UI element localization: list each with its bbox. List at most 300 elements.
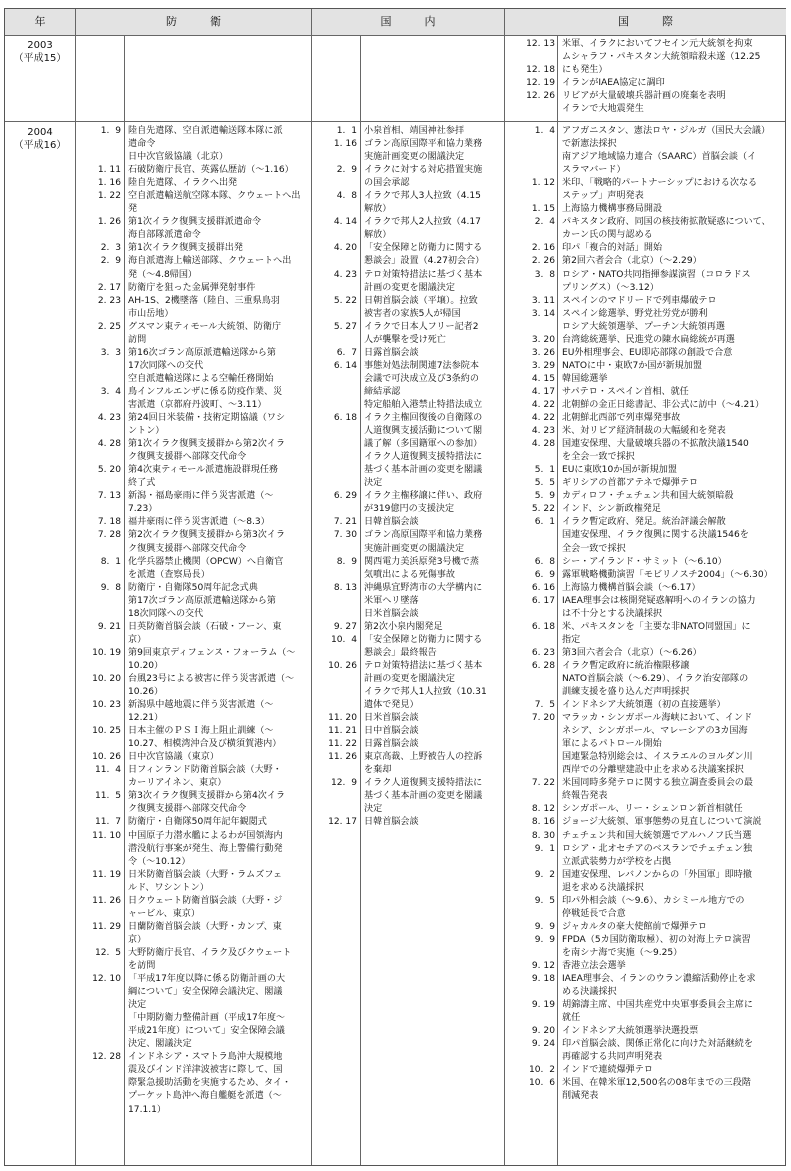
event-date: 11. 7 — [94, 817, 121, 828]
event-date: 11. 22 — [328, 739, 357, 750]
event-date: 9. 19 — [531, 1000, 555, 1011]
event-date — [313, 595, 357, 608]
event-text-line: グスマン東ティモール大統領、防衛庁 — [128, 321, 282, 332]
event-date — [313, 255, 357, 268]
event-date — [313, 699, 357, 712]
event-date: 2. 9 — [336, 165, 357, 176]
row-divider — [5, 35, 785, 36]
event-date — [313, 477, 357, 490]
event-date: 1. 16 — [333, 139, 357, 150]
event-text-line: 就任 — [562, 1013, 581, 1024]
event-text-line: EU外相理事会、EU即応部隊の創設で合意 — [562, 347, 733, 358]
event-text-line: 印パ外相会談（～9.6）、カシミール地方での — [562, 895, 745, 906]
event-text-line: 米、パキスタンを「主要な非NATO同盟国」に — [562, 621, 751, 632]
event-date — [313, 399, 357, 412]
event-text-line: NATOに中・東欧7か国が新規加盟 — [562, 360, 702, 371]
event-text-line: 実施計画変更の閣議決定 — [364, 152, 465, 163]
event-date — [507, 764, 555, 777]
event-date — [77, 334, 121, 347]
event-text-line: カーリアイネン、東京） — [128, 778, 227, 789]
event-text-line: 際緊急援助活動を実施するため、タイ・ — [128, 1078, 292, 1089]
event-text-line: 北朝鮮北西部で列車爆発事故 — [562, 413, 681, 424]
event-date: 6. 29 — [333, 491, 357, 502]
event-date: 11. 5 — [94, 791, 121, 802]
event-text-line: ロシア大統領選挙、プーチン大統領再選 — [562, 321, 725, 332]
event-date — [77, 569, 121, 582]
event-date — [313, 438, 357, 451]
event-date: 4. 23 — [97, 413, 121, 424]
header-domestic: 国 内 — [312, 9, 504, 35]
event-text-line: ルド、ワシントン） — [128, 882, 209, 893]
event-text-line: 新潟・福島豪雨に伴う災害派遣（～ — [128, 491, 274, 502]
event-text-line: 訪問 — [128, 334, 147, 345]
domestic-events-2004 — [364, 125, 503, 830]
event-text-line: 香港立法会選挙 — [562, 961, 626, 971]
event-date — [313, 282, 357, 295]
event-date — [507, 1012, 555, 1025]
event-date — [507, 529, 555, 542]
event-text-line: める決議採択 — [562, 987, 617, 998]
event-text-line: は不十分とする決議採択 — [562, 608, 663, 619]
event-text-line: テロ対策特措法に基づく基本 — [364, 269, 483, 280]
event-date — [507, 882, 555, 895]
event-date: 9. 27 — [333, 621, 357, 632]
event-text-line: AH-1S、2機墜落（陸自、三重県鳥羽 — [128, 295, 280, 306]
event-date: 10. 25 — [92, 726, 121, 737]
row-divider — [5, 121, 785, 122]
event-text-line: 大野防衛庁長官、イラク及びクウェート — [128, 947, 292, 958]
event-text-line: イラク人道復興支援特措法に — [364, 452, 483, 463]
event-text-line: 市山岳地） — [128, 308, 174, 319]
event-date — [77, 1038, 121, 1051]
event-text-line: 第3次イラク復興支援群から第4次イラ — [128, 791, 286, 802]
event-text-line: 解放） — [364, 204, 392, 215]
event-date: 7. 13 — [97, 491, 121, 502]
event-date — [507, 673, 555, 686]
event-date: 9. 9 — [534, 934, 555, 945]
event-date — [77, 738, 121, 751]
event-text-line: インドで連続爆弾テロ — [562, 1065, 653, 1076]
event-text-line: 海自派遣海上輸送部隊、クウェートへ出 — [128, 256, 292, 267]
event-text-line: 全会一致で採択 — [562, 543, 626, 554]
event-date — [77, 503, 121, 516]
event-date — [507, 947, 555, 960]
event-date: 4. 20 — [333, 243, 357, 254]
event-text-line: イラク人道復興支援特措法に — [364, 778, 483, 789]
event-date: 7. 5 — [534, 700, 555, 711]
event-date — [313, 790, 357, 803]
event-date: 5. 22 — [333, 295, 357, 306]
event-text-line: を派遣（査察局長） — [128, 569, 210, 580]
event-text-line: スペイン総選挙、野党社労党が勝利 — [562, 308, 708, 319]
event-date — [77, 308, 121, 321]
event-date — [77, 373, 121, 386]
event-date: 3. 3 — [100, 347, 121, 358]
event-date: 7. 20 — [531, 713, 555, 724]
event-text-line: 特定船舶入港禁止特措法成立 — [364, 399, 483, 410]
event-date — [77, 856, 121, 869]
event-date — [507, 229, 555, 242]
event-text-line: 空自派遣輸送航空隊本隊、クウェートへ出 — [128, 191, 301, 202]
event-text-line: 中国原子力潜水艦によるわが国領海内 — [128, 830, 283, 841]
event-date — [507, 543, 555, 556]
event-date — [507, 908, 555, 921]
event-date — [313, 686, 357, 699]
event-text-line: 第3回六者会合（北京）（～6.26） — [562, 647, 702, 658]
event-date: 4. 23 — [531, 426, 555, 437]
event-date — [507, 1090, 555, 1103]
event-date — [507, 1051, 555, 1064]
event-text-line: 7.23） — [128, 504, 158, 515]
event-text-line: 気噴出による死傷事故 — [364, 569, 455, 580]
event-date: 11. 29 — [92, 921, 121, 932]
event-text-line: 石破防衛庁長官、英露仏歴訪（～1.16） — [128, 165, 294, 176]
event-text-line: ク復興支援群へ部隊交代命令 — [128, 452, 247, 463]
event-date: 8. 13 — [333, 582, 357, 593]
event-date: 4. 14 — [333, 217, 357, 228]
event-date — [313, 425, 357, 438]
event-date: 3. 20 — [531, 334, 555, 345]
event-date: 3. 29 — [531, 360, 555, 371]
event-text-line: 決定 — [364, 804, 383, 815]
event-date — [507, 164, 555, 177]
event-text-line: 米軍、イラクにおいてフセイン元大統領を拘束 — [562, 39, 753, 49]
event-date: 5. 22 — [531, 504, 555, 515]
event-date — [77, 960, 121, 973]
event-text-line: プリングス）（～3.12） — [562, 282, 659, 293]
event-text-line: 実施計画変更の閣議決定 — [364, 543, 465, 554]
event-text-line: インドネシア大統領選挙決選投票 — [562, 1026, 699, 1037]
event-date — [77, 686, 121, 699]
event-date: 7. 18 — [97, 517, 121, 528]
event-date: 5. 5 — [534, 478, 555, 489]
event-date: 9. 2 — [534, 869, 555, 880]
event-text-line: パキスタン政府、同国の核技術拡散疑惑について、 — [562, 217, 771, 228]
event-text-line: インド、シン新政権発足 — [562, 504, 661, 515]
event-date — [77, 660, 121, 673]
event-text-line: 西岸での分離壁建設中止を求める決議案採択 — [562, 765, 744, 776]
event-date: 2. 3 — [100, 243, 121, 254]
event-text-line: 台湾総統選挙、民進党の陳水扁総統が再選 — [562, 334, 735, 345]
event-date: 12. 17 — [328, 817, 357, 828]
event-text-line: 計画の変更を閣議決定 — [364, 673, 455, 684]
event-date — [507, 751, 555, 764]
event-text-line: 米国同時多発テロに関する独立調査委員会の最 — [562, 778, 753, 789]
event-date: 6. 9 — [534, 569, 555, 580]
event-text-line: スペインのマドリードで列車爆破テロ — [562, 295, 717, 306]
event-date: 9. 20 — [531, 1026, 555, 1037]
event-text-line: 南アジア地域協力連合（SAARC）首脳会談（イ — [562, 152, 757, 163]
event-text-line: で新憲法採択 — [562, 139, 617, 150]
event-date: 11. 26 — [92, 895, 121, 906]
event-text-line: イラクで日本人フリー記者2 — [364, 321, 479, 332]
event-text-line: 第2回六者会合（北京）（～2.29） — [562, 256, 702, 267]
intl-dates-2003 — [507, 38, 555, 103]
event-text-line: カーン氏の関与認める — [562, 230, 653, 241]
event-date: 4. 23 — [333, 269, 357, 280]
event-date — [77, 543, 121, 556]
event-text-line: 国連安保理、レバノンからの「外国軍」即時撤 — [562, 869, 752, 880]
event-text-line: 空自派遣輸送隊による空輸任務開始 — [128, 373, 274, 384]
event-text-line: ゴラン高原国際平和協力業務 — [364, 530, 483, 541]
event-text-line: 陸自先遣隊、イラクへ出発 — [128, 178, 238, 189]
event-date: 12. 13 — [526, 39, 555, 49]
event-text-line: FPDA（5カ国防衛取極）、初の対海上テロ演習 — [562, 934, 751, 945]
event-text-line: 福井豪雨に伴う災害派遣（～8.3） — [128, 517, 270, 528]
event-text-line: サパテロ・スペイン首相、就任 — [562, 386, 689, 397]
event-date — [313, 451, 357, 464]
event-date — [507, 634, 555, 647]
event-text-line: インドネシア大統領選（初の直接選挙） — [562, 700, 726, 711]
event-text-line: を棄却 — [364, 765, 392, 776]
event-text-line: 日米首脳会談 — [364, 608, 419, 619]
event-text-line: 沖縄県宜野湾市の大学構内に — [364, 582, 483, 593]
event-date — [313, 151, 357, 164]
event-date: 12. 9 — [330, 778, 357, 789]
event-text-line: を南シナ海で実施（～9.25） — [562, 947, 683, 958]
event-date — [77, 908, 121, 921]
event-text-line: 印パ首脳会談、関係正常化に向けた対話継続を — [562, 1039, 753, 1050]
event-text-line: 議了解（多国籍軍への参加） — [364, 439, 483, 450]
event-text-line: EUに東欧10か国が新規加盟 — [562, 465, 677, 476]
event-text-line: 国連緊急特別総会は、イスラエルのヨルダン川 — [562, 752, 753, 763]
event-date: 3. 26 — [531, 347, 555, 358]
event-text-line: 日中首脳会談 — [364, 726, 419, 737]
event-date: 12. 5 — [94, 947, 121, 958]
event-date: 5. 1 — [534, 465, 555, 476]
event-date: 4. 22 — [531, 413, 555, 424]
event-date: 9. 21 — [97, 621, 121, 632]
event-text-line: 関西電力美浜原発3号機で蒸 — [364, 556, 479, 567]
event-date: 9. 9 — [534, 921, 555, 932]
event-date — [507, 451, 555, 464]
event-text-line: ステップ」声明発表 — [562, 191, 644, 202]
event-date: 2. 26 — [531, 256, 555, 267]
event-text-line: ロシア・北オセチアのベスランでチェチェン独 — [562, 843, 753, 854]
event-text-line: 小泉首相、靖国神社参拝 — [364, 126, 465, 136]
defense-dates-2004 — [77, 125, 121, 1064]
event-text-line: 防衛庁・自衛隊50周年記念式典 — [128, 582, 258, 593]
event-text-line: 「安全保障と防衛力に関する — [364, 634, 483, 645]
event-date: 5. 27 — [333, 321, 357, 332]
event-date — [507, 725, 555, 738]
event-text-line: 海自部隊派遣命令 — [128, 230, 201, 241]
event-date: 11. 19 — [92, 869, 121, 880]
event-text-line: 決定 — [364, 478, 383, 489]
event-date: 9. 24 — [531, 1039, 555, 1050]
event-text-line: ジャカルタの豪大使館前で爆弾テロ — [562, 921, 707, 932]
event-text-line: 印パ「複合的対話」開始 — [562, 243, 663, 254]
event-date — [507, 282, 555, 295]
event-text-line: 基づく基本計画の変更を閣議 — [364, 791, 483, 802]
event-text-line: 日英防衛首脳会談（石破・フーン、東 — [128, 621, 282, 632]
event-date: 12. 18 — [526, 65, 555, 76]
event-date — [507, 151, 555, 164]
event-date — [77, 777, 121, 790]
event-date — [77, 803, 121, 816]
event-text-line: 防衛庁・自衛隊50周年記年観閲式 — [128, 817, 267, 828]
event-date: 12. 19 — [526, 78, 555, 89]
event-text-line: 退を求める決議採択 — [562, 882, 644, 893]
defense-events-2004 — [128, 125, 310, 1117]
event-text-line: 日本主催のＰＳＩ海上阻止訓練（～ — [128, 726, 274, 737]
event-date — [313, 503, 357, 516]
event-date: 4. 22 — [531, 399, 555, 410]
event-date — [313, 373, 357, 386]
event-date — [77, 399, 121, 412]
event-date: 2. 16 — [531, 243, 555, 254]
event-text-line: 上海協力機構事務局開設 — [562, 204, 663, 215]
event-date: 8. 1 — [100, 556, 121, 567]
event-text-line: 第2次イラク復興支援群から第3次イラ — [128, 530, 286, 541]
event-date — [77, 203, 121, 216]
event-text-line: 日フィンランド防衛首脳会談（大野・ — [128, 765, 282, 776]
event-text-line: イラク主権移譲に伴い、政府 — [364, 491, 483, 502]
event-text-line: 第1次イラク復興支援群から第2次イラ — [128, 439, 286, 450]
event-date: 9. 18 — [531, 974, 555, 985]
event-text-line: 国連安保理、大量破壊兵器の不拡散決議1540 — [562, 439, 749, 450]
event-text-line: 懇談会」設置（4.27初会合） — [364, 256, 485, 267]
event-date: 6. 1 — [534, 517, 555, 528]
event-date — [77, 151, 121, 164]
event-text-line: ントン） — [128, 426, 165, 437]
event-text-line: 会議で可決成立及び3条約の — [364, 373, 479, 384]
event-date: 2. 4 — [534, 217, 555, 228]
event-text-line: 10.27、相模湾沖合及び横須賀港内） — [128, 739, 282, 750]
event-text-line: 米、対リビア経済制裁の大幅緩和を発表 — [562, 426, 726, 437]
event-text-line: 日中次官協議（東京） — [128, 752, 219, 763]
event-text-line: 人道復興支援活動について閣 — [364, 426, 483, 437]
event-date: 12. 26 — [526, 91, 555, 102]
event-text-line: 遣命令 — [128, 139, 156, 150]
event-text-line: 終報告発表 — [562, 791, 608, 802]
event-date — [77, 595, 121, 608]
event-date: 1. 16 — [97, 178, 121, 189]
event-text-line: 立派武装勢力が学校を占拠 — [562, 856, 672, 867]
event-date: 10. 20 — [92, 673, 121, 684]
event-text-line: 害派遣（京都府丹波町、～3.11） — [128, 399, 267, 410]
event-text-line: 日中次官級協議（北京） — [128, 152, 229, 163]
event-date: 7. 28 — [97, 530, 121, 541]
header-year: 年 — [5, 9, 75, 35]
event-date: 4. 28 — [97, 439, 121, 450]
event-text-line: を全会一致で採択 — [562, 452, 635, 463]
event-date: 11. 21 — [328, 726, 357, 737]
intl-events-2004 — [562, 125, 784, 1104]
event-date: 6. 8 — [534, 556, 555, 567]
event-text-line: 東京高裁、上野被告人の控訴 — [364, 752, 483, 763]
event-date — [313, 569, 357, 582]
event-date — [313, 229, 357, 242]
event-date: 1. 12 — [531, 178, 555, 189]
event-date: 1. 4 — [534, 126, 555, 136]
event-date: 6. 18 — [531, 621, 555, 632]
event-date — [313, 386, 357, 399]
event-text-line: 18次同隊への交代 — [128, 608, 204, 619]
col-divider — [311, 9, 312, 1165]
intl-dates-2004 — [507, 125, 555, 1104]
event-date: 3. 11 — [531, 295, 555, 306]
event-text-line: イラクで邦人3人拉致（4.15 — [364, 191, 481, 202]
event-date: 1. 26 — [97, 217, 121, 228]
event-text-line: 平成21年度）について」安全保障会議 — [128, 1026, 285, 1037]
event-date: 1. 22 — [97, 191, 121, 202]
event-text-line: 訓練支援を盛り込んだ声明採択 — [562, 687, 690, 698]
event-text-line: 日韓首脳会談 — [364, 817, 419, 828]
event-date: 4. 8 — [336, 191, 357, 202]
event-date: 3. 4 — [100, 386, 121, 397]
event-text-line: 胡錦濤主席、中国共産党中央軍事委員会主席に — [562, 1000, 753, 1011]
event-text-line: 解放） — [364, 230, 392, 241]
col-divider — [360, 9, 361, 1165]
event-date — [313, 764, 357, 777]
event-text-line: 韓国総選挙 — [562, 373, 608, 384]
event-text-line: ムシャラフ・パキスタン大統領暗殺未遂（12.25 — [562, 52, 761, 63]
event-date: 6. 7 — [336, 347, 357, 358]
event-text-line: ゴラン高原国際平和協力業務 — [364, 139, 483, 150]
event-date — [507, 190, 555, 203]
event-date: 10. 6 — [528, 1078, 555, 1089]
event-text-line: マラッカ・シンガポール海峡において、インド — [562, 713, 753, 724]
event-text-line: NATO首脳会談（～6.29）、イラク治安部隊の — [562, 673, 749, 684]
event-date — [313, 334, 357, 347]
event-date — [313, 803, 357, 816]
event-date: 11. 4 — [94, 765, 121, 776]
event-date: 2. 17 — [97, 282, 121, 293]
event-text-line: 日蘭防衛首脳会談（大野・カンプ、東 — [128, 921, 282, 932]
event-text-line: 日米首脳会談 — [364, 713, 419, 724]
event-date: 10. 23 — [92, 700, 121, 711]
event-date — [77, 425, 121, 438]
event-text-line: ロシア・NATO共同指揮参謀演習（コロラドス — [562, 269, 751, 280]
event-text-line: イラク暫定政府に統治権限移譲 — [562, 660, 690, 671]
event-text-line: 計画の変更を閣議決定 — [364, 282, 455, 293]
event-text-line: 台風23号による被害に伴う災害派遣（～ — [128, 673, 295, 684]
event-text-line: 決定、閣議決定 — [128, 1039, 192, 1050]
event-text-line: スラマバード） — [562, 165, 626, 176]
event-text-line: 陸自先遣隊、空自派遣輸送隊本隊に派 — [128, 126, 283, 136]
event-text-line: ク復興支援群へ部隊交代命令 — [128, 543, 247, 554]
event-date — [77, 451, 121, 464]
event-date: 9. 5 — [534, 895, 555, 906]
event-text-line: ジョージ大統領、軍事態勢の見直しについて演説 — [562, 817, 762, 828]
event-date — [507, 321, 555, 334]
event-date: 12. 28 — [92, 1052, 121, 1063]
event-date: 6. 18 — [333, 413, 357, 424]
event-text-line: 12.21） — [128, 713, 164, 724]
event-date — [77, 477, 121, 490]
event-text-line: にも発生） — [562, 65, 608, 76]
event-text-line: テロ対策特措法に基づく基本 — [364, 660, 483, 671]
event-date: 10. 2 — [528, 1065, 555, 1076]
event-text-line: インドネシア・スマトラ島沖大規模地 — [128, 1052, 283, 1063]
event-text-line: シンガポール、リー・シェンロン新首相就任 — [562, 804, 743, 815]
event-text-line: 令（～10.12） — [128, 856, 191, 867]
event-date — [77, 1012, 121, 1025]
event-text-line: 新潟県中越地震に伴う災害派遣（～ — [128, 700, 274, 711]
event-date: 6. 17 — [531, 595, 555, 606]
event-text-line: 第17次ゴラン高原派遣輸送隊から第 — [128, 595, 276, 606]
event-text-line: が319億円の支援決定 — [364, 504, 455, 515]
event-text-line: シー・アイランド・サミット（～6.10） — [562, 556, 727, 567]
event-text-line: 第2次小泉内閣発足 — [364, 621, 443, 632]
event-text-line: 潜没航行事案が発生、海上警備行動発 — [128, 843, 283, 854]
event-text-line: 懇談会」最終報告 — [364, 647, 437, 658]
event-text-line: 日露首脳会談 — [364, 347, 419, 358]
event-date — [77, 634, 121, 647]
event-text-line: 遺体で発見） — [364, 700, 419, 711]
event-date: 6. 23 — [531, 647, 555, 658]
